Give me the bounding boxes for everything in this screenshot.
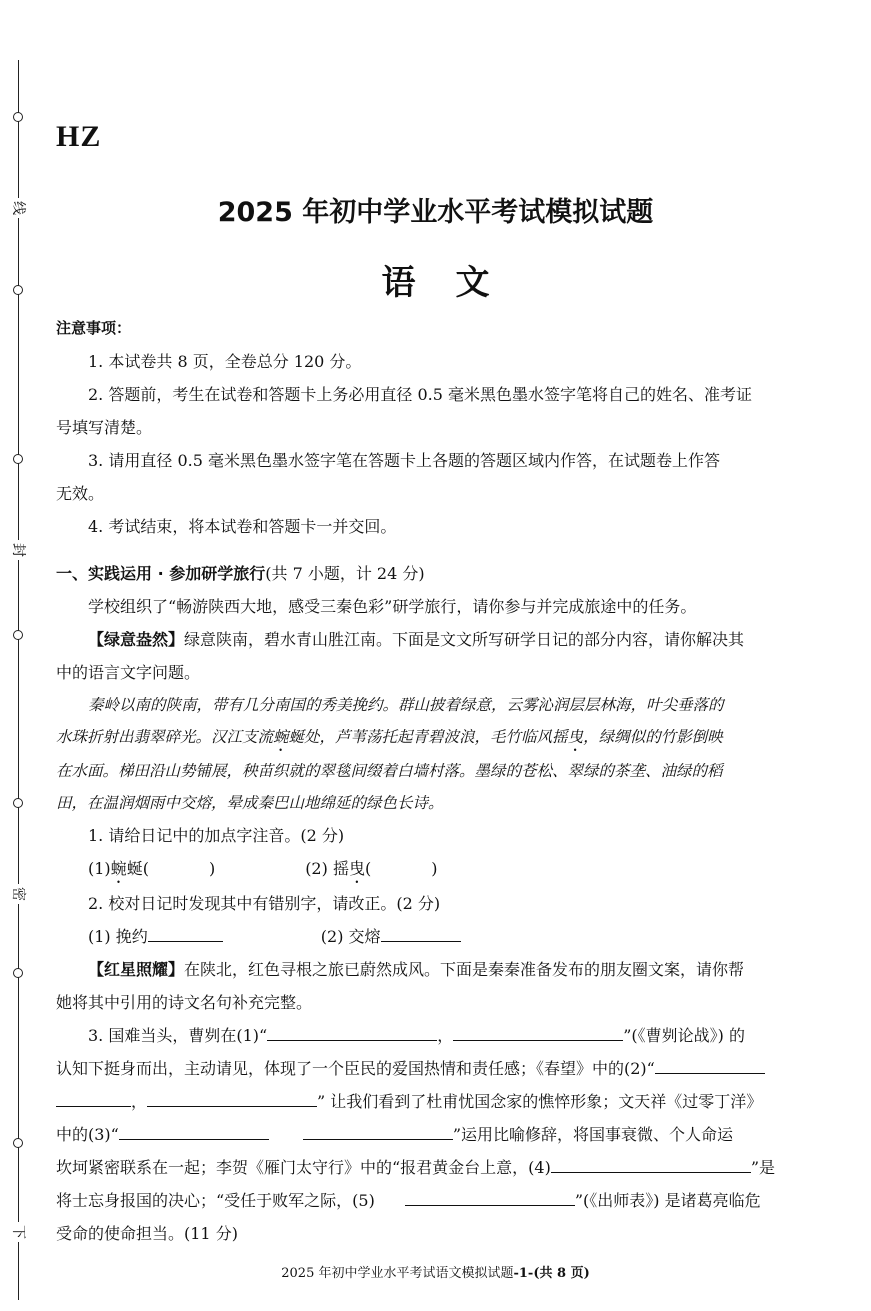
binding-line	[18, 60, 19, 1300]
question-3-line: 坎坷紧密联系在一起；李贺《雁门太守行》中的“报君黄金台上意，(4) ”是	[56, 1151, 842, 1184]
exam-code: HZ	[56, 120, 102, 153]
notice-item: 4. 考试结束，将本试卷和答题卡一并交回。	[88, 517, 397, 536]
question-3-line: 受命的使命担当。(11 分)	[56, 1224, 238, 1243]
margin-char-xia: 下	[9, 1222, 29, 1242]
green-text: 绿意陕南，碧水青山胜江南。下面是文文所写研学日记的部分内容，请你解决其	[184, 630, 745, 649]
binding-hole	[13, 112, 23, 122]
page-number: -1-(共 8 页)	[513, 1266, 590, 1281]
notice-item: 2. 答题前，考生在试卷和答题卡上务必用直径 0.5 毫米黑色墨水签字笔将自己的姓名、准考证	[88, 385, 752, 404]
diary-line: 在水面。梯田沿山势铺展，秧苗织就的翠毯间缀着白墙村落。墨绿的苍松、翠绿的茶垄、油绿的稻	[56, 762, 723, 780]
section-intro: 学校组织了“畅游陕西大地，感受三秦色彩”研学旅行，请你参与并完成旅途中的任务。	[88, 597, 697, 616]
margin-char-xian: 线	[9, 198, 29, 218]
question-3-line: ， ” 让我们看到了杜甫忧国念家的憔悴形象；文天祥《过零丁洋》	[56, 1085, 842, 1118]
answer-blank[interactable]	[148, 923, 223, 942]
notice-heading: 注意事项：	[56, 319, 132, 337]
answer-blank[interactable]	[381, 923, 461, 942]
diary-excerpt	[56, 689, 842, 819]
margin-char-feng: 封	[9, 540, 29, 560]
answer-blank[interactable]	[551, 1154, 751, 1173]
notice-item: 无效。	[56, 484, 105, 503]
green-paragraph	[56, 623, 842, 656]
question-2-answers: (1) 挽约 (2) 交熔	[56, 920, 842, 953]
footer-title: 2025 年初中学业水平考试语文模拟试题	[281, 1266, 514, 1281]
question-3-line: 将士忘身报国的决心；“受任于败军之际，(5) ”(《出师表》) 是诸葛亮临危	[56, 1184, 842, 1217]
question-1-stem: 1. 请给日记中的加点字注音。(2 分)	[88, 826, 345, 845]
answer-blank[interactable]	[147, 1088, 317, 1107]
binding-hole	[13, 454, 23, 464]
answer-blank[interactable]	[303, 1121, 453, 1140]
answer-blank[interactable]	[267, 1022, 437, 1041]
question-3-line: 3. 国难当头，曹刿在(1)“ ， ”(《曹刿论战》) 的	[56, 1019, 842, 1052]
red-text: 在陕北，红色寻根之旅已蔚然成风。下面是秦秦准备发布的朋友圈文案，请你帮	[184, 960, 745, 979]
answer-blank[interactable]	[405, 1187, 575, 1206]
question-3-line: 中的(3)“ ”运用比喻修辞，将国事衰微、个人命运	[56, 1118, 842, 1151]
green-tag: 【绿意盎然】	[88, 630, 185, 649]
dotted-char: 曳	[348, 859, 365, 878]
binding-hole	[13, 1138, 23, 1148]
exam-content	[56, 312, 842, 1250]
answer-blank[interactable]	[119, 1121, 269, 1140]
question-3-line: 认知下挺身而出，主动请见，体现了一个臣民的爱国热情和责任感；《春望》中的(2)“	[56, 1052, 842, 1085]
answer-blank[interactable]	[655, 1055, 765, 1074]
binding-hole	[13, 968, 23, 978]
section-heading	[56, 557, 842, 590]
question-2-stem: 2. 校对日记时发现其中有错别字，请改正。(2 分)	[88, 894, 441, 913]
page-title: 2025 年初中学业水平考试模拟试题	[217, 197, 654, 228]
binding-hole	[13, 798, 23, 808]
question-1-answers: (1)蜿蜒( ) (2) 摇曳( )	[88, 859, 438, 878]
page-footer	[0, 1262, 871, 1281]
notice-item: 3. 请用直径 0.5 毫米黑色墨水签字笔在答题卡上各题的答题区域内作答，在试题卷上作答	[88, 451, 720, 470]
green-text-cont: 中的语言文字问题。	[56, 663, 201, 682]
section-score: (共 7 小题，计 24 分)	[265, 564, 425, 583]
diary-line: 秦岭以南的陕南，带有几分南国的秀美挽约。群山披着绿意，云雾沁润层层林海，叶尖垂落的	[88, 696, 724, 714]
answer-blank[interactable]	[56, 1088, 131, 1107]
subject-title: 语文	[381, 263, 530, 303]
notice-item: 1. 本试卷共 8 页，全卷总分 120 分。	[88, 352, 362, 371]
red-paragraph	[56, 953, 842, 986]
dotted-char: 蜿	[110, 859, 127, 878]
dotted-char: 蜿	[273, 728, 289, 746]
red-tag: 【红星照耀】	[88, 960, 185, 979]
section-title: 一、实践运用 · 参加研学旅行	[56, 564, 266, 583]
binding-hole	[13, 630, 23, 640]
dotted-char: 曳	[567, 728, 584, 746]
margin-char-mi: 密	[9, 884, 29, 904]
diary-line: 水珠折射出翡翠碎光。汉江支流蜿蜒处，芦苇荡托起青碧波浪，毛竹临风摇曳，绿绸似的竹影倒映	[56, 728, 723, 746]
notice-item: 号填写清楚。	[56, 418, 153, 437]
answer-blank[interactable]	[453, 1022, 623, 1041]
diary-line: 田，在温润烟雨中交熔，晕成秦巴山地绵延的绿色长诗。	[56, 794, 444, 812]
red-text-cont: 她将其中引用的诗文名句补充完整。	[56, 993, 313, 1012]
